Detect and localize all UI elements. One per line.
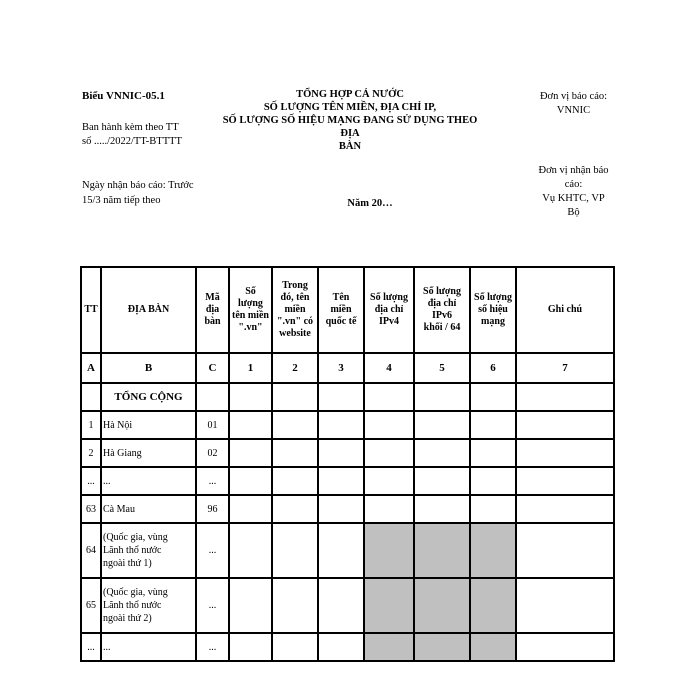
- empty-cell: [516, 439, 614, 467]
- reporting-unit: [526, 90, 621, 118]
- header-text-line: IPv6: [432, 310, 452, 321]
- table-row: [81, 495, 614, 523]
- foreign-row: [81, 578, 614, 633]
- empty-cell: [516, 495, 614, 523]
- header-text-line: ".vn" có: [276, 316, 314, 327]
- shaded-cell: [414, 523, 470, 578]
- shaded-cell: [470, 523, 516, 578]
- header-col-3: [318, 267, 364, 353]
- header-col-5: [414, 267, 470, 353]
- empty-cell: [229, 523, 272, 578]
- row-tt: ...: [81, 467, 101, 495]
- empty-cell: [414, 467, 470, 495]
- empty-cell: [196, 383, 229, 411]
- issued-line-2: số ...../2022/TT-BTTTT: [82, 136, 182, 147]
- empty-cell: [470, 383, 516, 411]
- receiving-unit: [526, 164, 621, 220]
- row-tt: 1: [81, 411, 101, 439]
- header-text-line: đó, tên: [280, 292, 310, 303]
- form-code: Biểu VNNIC-05.1: [82, 90, 165, 102]
- column-index-row: [81, 353, 614, 383]
- title-line-3: SỐ LƯỢNG SỐ HIỆU MẠNG ĐANG SỬ DỤNG THEO ĐỊA: [222, 115, 478, 139]
- header-col-2: [272, 267, 318, 353]
- header-text-line: mạng: [481, 316, 505, 327]
- document-title: [215, 88, 485, 153]
- total-row: [81, 383, 614, 411]
- row-name-line: Lãnh thổ nước: [103, 600, 162, 611]
- column-index: 5: [414, 353, 470, 383]
- empty-cell: [318, 633, 364, 661]
- row-code: ...: [196, 523, 229, 578]
- empty-cell: [516, 411, 614, 439]
- header-text-line: địa chỉ: [427, 298, 457, 309]
- header-text-line: Số lượng: [423, 286, 461, 297]
- header-text-line: số hiệu: [478, 304, 508, 315]
- empty-cell: [516, 383, 614, 411]
- column-index: 7: [516, 353, 614, 383]
- header-col-6: [470, 267, 516, 353]
- column-index: B: [101, 353, 196, 383]
- header-text-line: tên miền: [232, 310, 269, 321]
- empty-cell: [516, 633, 614, 661]
- shaded-cell: [364, 633, 414, 661]
- foreign-row: [81, 523, 614, 578]
- shaded-cell: [414, 633, 470, 661]
- header-row: [81, 267, 614, 353]
- empty-cell: [364, 383, 414, 411]
- header-ghi-chu: Ghi chú: [516, 267, 614, 353]
- empty-cell: [229, 411, 272, 439]
- header-text-line: miền: [284, 304, 306, 315]
- empty-cell: [414, 439, 470, 467]
- empty-cell: [364, 467, 414, 495]
- received-date-note: [82, 178, 194, 208]
- row-code: ...: [196, 578, 229, 633]
- row-tt: 2: [81, 439, 101, 467]
- row-name: ...: [101, 633, 196, 661]
- row-name-line: (Quốc gia, vùng: [103, 587, 168, 598]
- header-text-line: Số lượng: [370, 292, 408, 303]
- empty-cell: [229, 633, 272, 661]
- empty-cell: [318, 411, 364, 439]
- table-row: [81, 633, 614, 661]
- shaded-cell: [414, 578, 470, 633]
- empty-cell: [318, 578, 364, 633]
- header-text-line: địa chỉ: [374, 304, 404, 315]
- header-dia-ban: ĐỊA BÀN: [101, 267, 196, 353]
- header-col-1: [229, 267, 272, 353]
- row-code: 01: [196, 411, 229, 439]
- title-line-4: BÀN: [338, 141, 362, 152]
- header-text-line: Trong: [282, 280, 308, 291]
- header-text-line: Số: [245, 286, 256, 297]
- table-row: [81, 439, 614, 467]
- shaded-cell: [470, 578, 516, 633]
- header-col-4: [364, 267, 414, 353]
- empty-cell: [318, 495, 364, 523]
- column-index: C: [196, 353, 229, 383]
- row-code: ...: [196, 633, 229, 661]
- empty-cell: [470, 411, 516, 439]
- empty-cell: [272, 439, 318, 467]
- header-text-line: quốc tế: [325, 316, 357, 327]
- row-tt: 64: [81, 523, 101, 578]
- row-code: 02: [196, 439, 229, 467]
- column-index: 1: [229, 353, 272, 383]
- header-text-line: lượng: [238, 298, 263, 309]
- header-text-line: Tên: [332, 292, 350, 303]
- title-line-1: TỔNG HỢP CẢ NƯỚC: [296, 89, 404, 100]
- row-name: ...: [101, 467, 196, 495]
- empty-cell: [364, 411, 414, 439]
- issued-line-1: Ban hành kèm theo TT: [82, 122, 179, 133]
- header-text-line: Số lượng: [474, 292, 512, 303]
- row-name-line: (Quốc gia, vùng: [103, 532, 168, 543]
- header-ma-dia-ban: [196, 267, 229, 353]
- received-line-1: Ngày nhận báo cáo: Trước: [82, 180, 194, 191]
- row-name-line: Lãnh thổ nước: [103, 545, 162, 556]
- column-index: A: [81, 353, 101, 383]
- issued-note: [82, 121, 182, 149]
- receiving-unit-label-2: cáo:: [564, 179, 583, 190]
- empty-cell: [272, 467, 318, 495]
- header-tt: TT: [81, 267, 101, 353]
- row-name: Hà Nội: [101, 411, 196, 439]
- row-name-line: ngoài thứ 1): [103, 558, 152, 569]
- empty-cell: [272, 523, 318, 578]
- row-name-line: ngoài thứ 2): [103, 613, 152, 624]
- empty-cell: [272, 411, 318, 439]
- statistics-table: [80, 266, 615, 662]
- empty-cell: [229, 578, 272, 633]
- row-name: Hà Giang: [101, 439, 196, 467]
- header-text-line: website: [279, 328, 311, 339]
- row-name: [101, 578, 196, 633]
- row-name: Cà Mau: [101, 495, 196, 523]
- table-row: [81, 467, 614, 495]
- title-line-2: SỐ LƯỢNG TÊN MIỀN, ĐỊA CHỈ IP,: [263, 102, 437, 113]
- empty-cell: [272, 495, 318, 523]
- empty-cell: [81, 383, 101, 411]
- empty-cell: [318, 467, 364, 495]
- empty-cell: [364, 439, 414, 467]
- empty-cell: [516, 523, 614, 578]
- total-label: TỔNG CỘNG: [101, 383, 196, 411]
- row-tt: 63: [81, 495, 101, 523]
- column-index: 2: [272, 353, 318, 383]
- empty-cell: [516, 467, 614, 495]
- table-row: [81, 411, 614, 439]
- header-text-line: ".vn": [238, 322, 263, 333]
- empty-cell: [272, 383, 318, 411]
- empty-cell: [318, 383, 364, 411]
- row-code: ...: [196, 467, 229, 495]
- empty-cell: [516, 578, 614, 633]
- report-year: Năm 20…: [347, 198, 393, 209]
- header-text-line: địa: [205, 304, 220, 315]
- empty-cell: [229, 467, 272, 495]
- row-code: 96: [196, 495, 229, 523]
- header-text-line: IPv4: [379, 316, 399, 327]
- empty-cell: [318, 439, 364, 467]
- empty-cell: [470, 439, 516, 467]
- empty-cell: [229, 439, 272, 467]
- row-name: [101, 523, 196, 578]
- empty-cell: [414, 495, 470, 523]
- header-text-line: Mã: [205, 292, 220, 303]
- row-tt: ...: [81, 633, 101, 661]
- empty-cell: [470, 495, 516, 523]
- header-text-line: miền: [330, 304, 352, 315]
- empty-cell: [414, 411, 470, 439]
- column-index: 6: [470, 353, 516, 383]
- receiving-unit-value-2: Bộ: [567, 207, 580, 218]
- reporting-unit-value: VNNIC: [556, 105, 591, 116]
- receiving-unit-label-1: Đơn vị nhận báo: [538, 165, 609, 176]
- empty-cell: [470, 467, 516, 495]
- row-tt: 65: [81, 578, 101, 633]
- header-text-line: bàn: [204, 316, 221, 327]
- empty-cell: [229, 383, 272, 411]
- header-text-line: khối / 64: [423, 322, 461, 333]
- shaded-cell: [364, 523, 414, 578]
- receiving-unit-value-1: Vụ KHTC, VP: [542, 193, 605, 204]
- empty-cell: [318, 523, 364, 578]
- empty-cell: [414, 383, 470, 411]
- column-index: 3: [318, 353, 364, 383]
- empty-cell: [229, 495, 272, 523]
- empty-cell: [272, 633, 318, 661]
- shaded-cell: [364, 578, 414, 633]
- column-index: 4: [364, 353, 414, 383]
- shaded-cell: [470, 633, 516, 661]
- received-line-2: 15/3 năm tiếp theo: [82, 195, 161, 206]
- reporting-unit-label: Đơn vị báo cáo:: [539, 91, 608, 102]
- empty-cell: [272, 578, 318, 633]
- empty-cell: [364, 495, 414, 523]
